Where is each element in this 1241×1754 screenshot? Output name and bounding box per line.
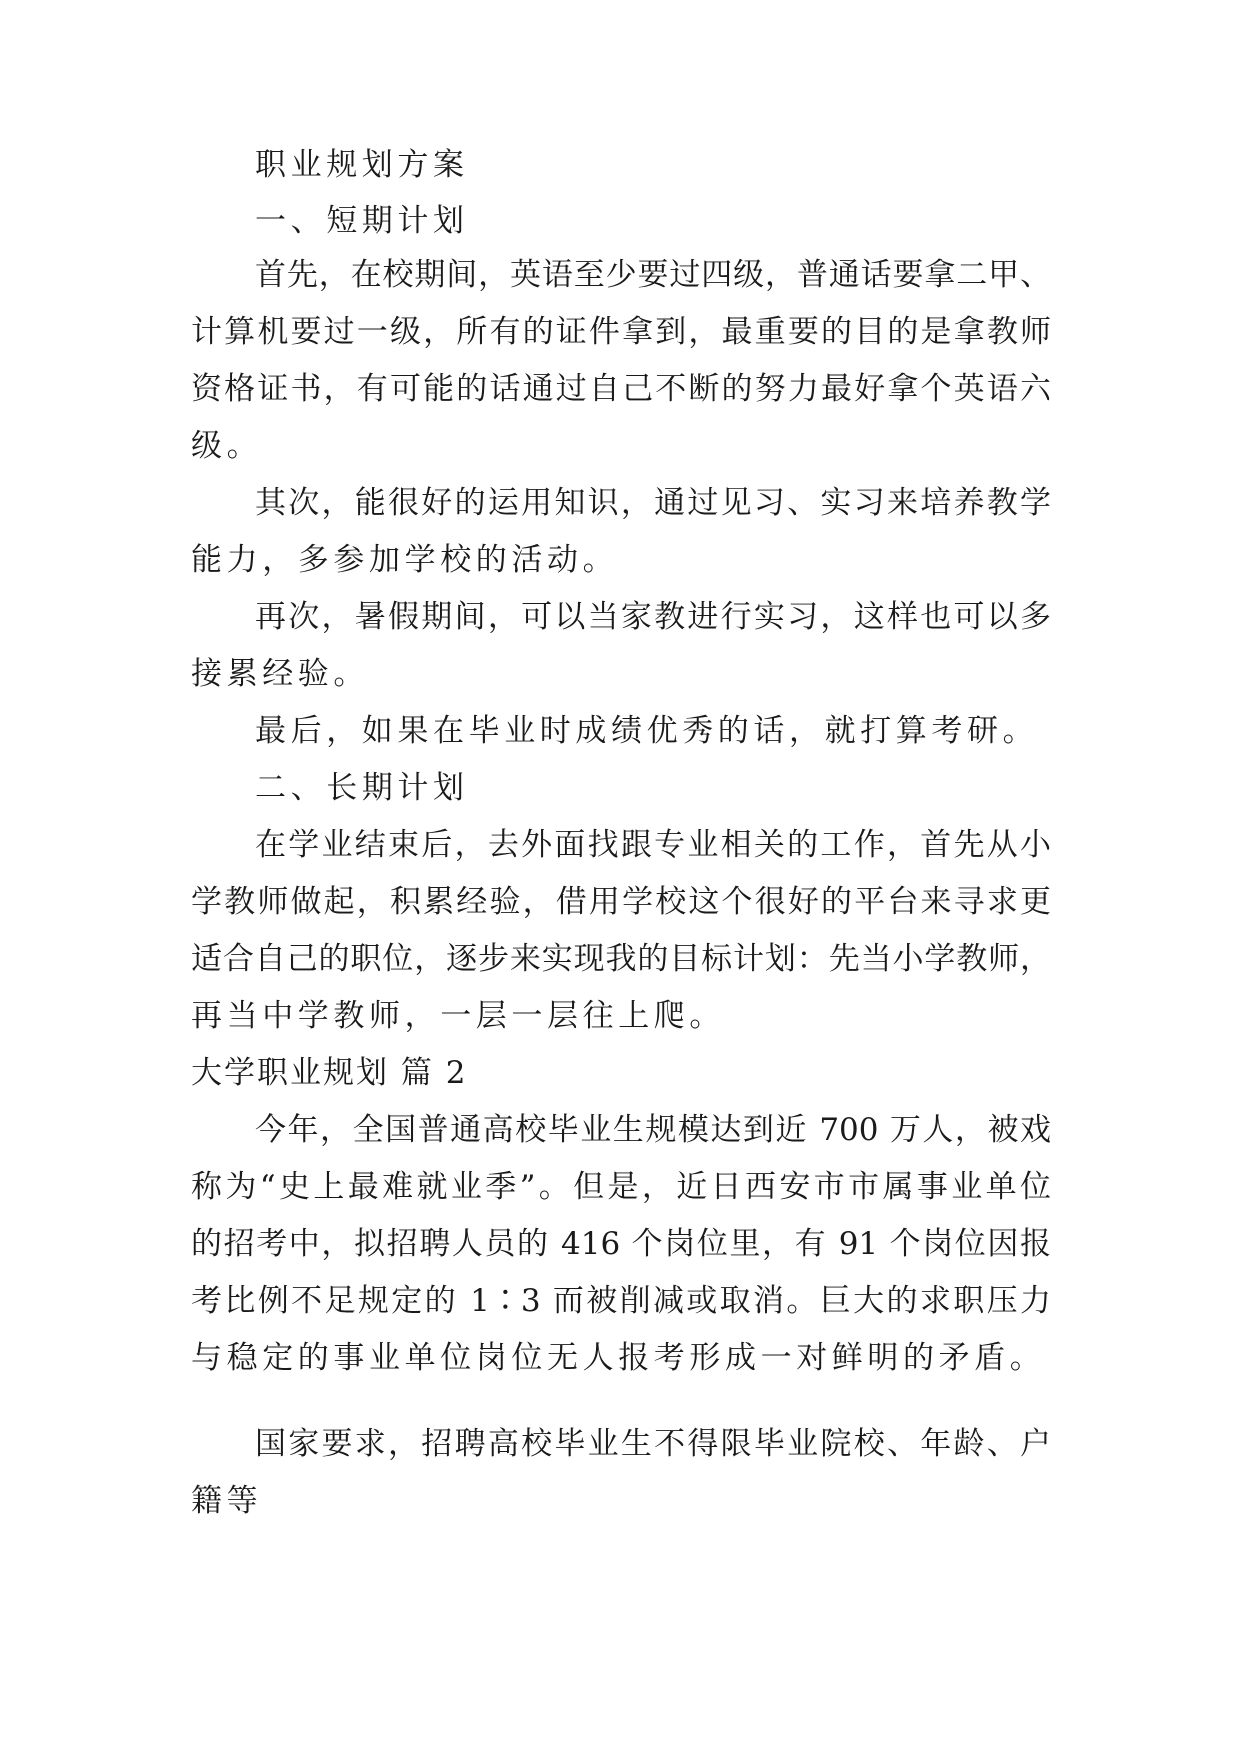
- paragraph-line: 考比例不足规定的 1∶3 而被削减或取消。巨大的求职压力: [191, 1283, 1051, 1319]
- paragraph-line: 接累经验。: [191, 656, 369, 692]
- document-title: 职业规划方案: [255, 147, 469, 183]
- paragraph-line: 资格证书，有可能的话通过自己不断的努力最好拿个英语六: [191, 371, 1051, 407]
- paragraph-line: 最后，如果在毕业时成绩优秀的话，就打算考研。: [255, 713, 1039, 749]
- paragraph-line: 适合自己的职位，逐步来实现我的目标计划：先当小学教师，: [191, 941, 1051, 977]
- paragraph-line: 首先，在校期间，英语至少要过四级，普通话要拿二甲、: [255, 257, 1051, 293]
- paragraph-line: 再次，暑假期间，可以当家教进行实习，这样也可以多: [255, 599, 1051, 635]
- paragraph-line: 称为“史上最难就业季”。但是，近日西安市市属事业单位: [191, 1169, 1051, 1205]
- paragraph-line: 与稳定的事业单位岗位无人报考形成一对鲜明的矛盾。: [191, 1340, 1046, 1376]
- section-heading-short-term: 一、短期计划: [255, 203, 469, 239]
- paragraph-line: 国家要求，招聘高校毕业生不得限毕业院校、年龄、户: [255, 1426, 1051, 1462]
- paragraph-line: 今年，全国普通高校毕业生规模达到近 700 万人，被戏: [255, 1112, 1051, 1148]
- paragraph-line: 其次，能很好的运用知识，通过见习、实习来培养教学: [255, 485, 1051, 521]
- paragraph-line: 计算机要过一级，所有的证件拿到，最重要的目的是拿教师: [191, 314, 1051, 350]
- part-heading: 大学职业规划 篇 2: [191, 1055, 468, 1091]
- paragraph-line: 的招考中，拟招聘人员的 416 个岗位里，有 91 个岗位因报: [191, 1226, 1051, 1262]
- paragraph-line: 籍等: [191, 1483, 263, 1519]
- paragraph-line: 能力，多参加学校的活动。: [191, 542, 619, 578]
- paragraph-line: 学教师做起，积累经验，借用学校这个很好的平台来寻求更: [191, 884, 1051, 920]
- paragraph-line: 再当中学教师，一层一层往上爬。: [191, 998, 725, 1034]
- section-heading-long-term: 二、长期计划: [255, 770, 469, 806]
- paragraph-line: 在学业结束后，去外面找跟专业相关的工作，首先从小: [255, 827, 1051, 863]
- paragraph-line: 级。: [191, 428, 263, 464]
